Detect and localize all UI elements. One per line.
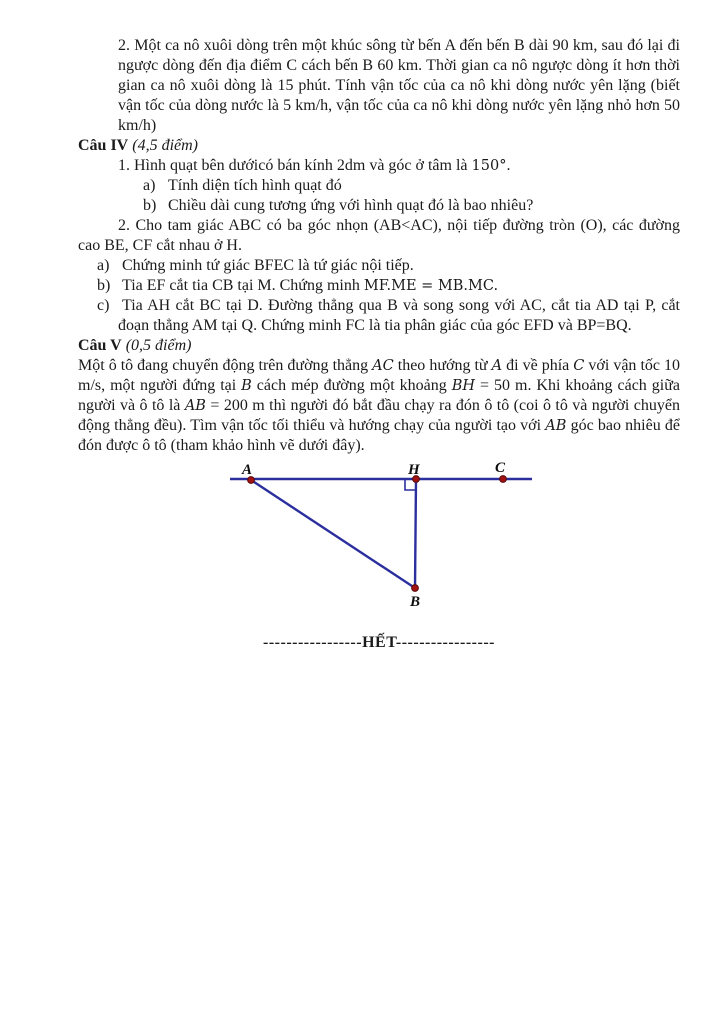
cau4-item2c bbox=[97, 296, 680, 336]
cau5-text: theo hướng từ bbox=[393, 357, 492, 374]
cau4-item1 bbox=[118, 156, 680, 176]
point-B-label: B bbox=[410, 594, 421, 610]
item-marker: b) bbox=[97, 277, 111, 294]
end-of-exam-line: -----------------HẾT----------------- bbox=[263, 634, 495, 651]
cau4-item1-text: 1. Hình quạt bên dướicó bán kính 2dm và góc ở tâm là bbox=[118, 157, 472, 174]
item-marker: c) bbox=[97, 297, 110, 314]
point-H-label: H bbox=[408, 462, 420, 478]
item-marker: a) bbox=[97, 257, 110, 274]
cau4-label: Câu IV bbox=[78, 137, 129, 154]
cau5-text: Một ô tô đang chuyển động trên đường thẳng bbox=[78, 357, 373, 374]
cau4-item1-angle: 150° bbox=[471, 158, 507, 174]
point-C-dot bbox=[500, 476, 507, 483]
geometry-figure bbox=[78, 461, 680, 619]
math-var-A: A bbox=[491, 358, 503, 374]
cau4-item2-paragraph: 2. Cho tam giác ABC có ba góc nhọn (AB<AC), nội tiếp đường tròn (O), các đường cao BE, CF cắt nhau ở H. bbox=[78, 217, 680, 254]
point-C-label: C bbox=[495, 461, 506, 476]
cau4-heading bbox=[78, 136, 680, 156]
math-var-BH: BH bbox=[451, 378, 476, 394]
math-var-AC: AC bbox=[372, 358, 394, 374]
figure-line-AB bbox=[251, 480, 415, 588]
point-A-label: A bbox=[242, 462, 253, 478]
cau5-label: Câu V bbox=[78, 337, 122, 354]
cau5-paragraph bbox=[78, 356, 680, 456]
figure-svg bbox=[228, 461, 538, 613]
cau4-item2c-text: Tia AH cắt BC tại D. Đường thẳng qua B và song song với AC, cắt tia AD tại P, cắt đoạn thẳng AM tại Q. Chứng minh FC là tia phân giác của góc EFD và BP=BQ. bbox=[118, 297, 680, 334]
figure-line-BH bbox=[415, 479, 416, 588]
cau4-item1-period: . bbox=[506, 157, 511, 174]
cau5-text: = 200 m thì người đó bắt đầu chạy ra đón ô tô (coi ô tô và người chuyển động thẳng đều). Tìm vận tốc tối thiểu và hướng chạy của người tạo với bbox=[78, 397, 680, 434]
cau5-text: với vận tốc 10 m/s, một người đứng tại bbox=[78, 357, 681, 394]
cau5-text: = 50 m. Khi khoảng cách giữa người và ô tô là bbox=[78, 377, 681, 414]
math-var-B: B bbox=[241, 378, 252, 394]
cau4-item1a bbox=[143, 176, 680, 196]
point-B-dot bbox=[412, 585, 419, 592]
cau5-text: cách mép đường một khoảng bbox=[251, 377, 452, 394]
cau5-text: đi về phía bbox=[502, 357, 574, 374]
cau5-text: góc bao nhiêu để đón được ô tô (tham khảo hình vẽ dưới đây). bbox=[78, 417, 680, 454]
cau5-heading bbox=[78, 336, 680, 356]
cau4-item2a bbox=[97, 256, 680, 276]
cau4-item1b-text: Chiều dài cung tương ứng với hình quạt đó là bao nhiêu? bbox=[168, 197, 534, 214]
math-var-AB: AB bbox=[184, 398, 206, 414]
item-marker: a) bbox=[143, 177, 156, 194]
cau4-item2b-equation: MF.ME = MB.MC. bbox=[363, 278, 499, 294]
cau4-item1a-text: Tính diện tích hình quạt đó bbox=[168, 177, 342, 194]
item-marker: b) bbox=[143, 197, 157, 214]
problem2-canoe-paragraph: 2. Một ca nô xuôi dòng trên một khúc sông từ bến A đến bến B dài 90 km, sau đó lại đi ngược dòng đến địa điểm C cách bến B 60 km. Thời gian ca nô ngược dòng ít hơn thời gian ca nô xuôi dòng là 15 phút. Tính vận tốc của ca nô khi dòng nước yên lặng (biết vận tốc của dòng nước là 5 km/h, vận tốc của ca nô khi dòng nước yên lặng nhỏ hơn 50 km/h) bbox=[118, 37, 680, 134]
cau4-item2b-text: Tia EF cắt tia CB tại M. Chứng minh bbox=[122, 277, 364, 294]
cau4-item2b bbox=[97, 276, 680, 296]
cau4-points: (4,5 điểm) bbox=[132, 137, 198, 154]
cau4-item2a-text: Chứng minh tứ giác BFEC là tứ giác nội tiếp. bbox=[122, 257, 414, 274]
math-var-AB: AB bbox=[545, 418, 567, 434]
cau5-points: (0,5 điểm) bbox=[125, 337, 192, 354]
math-var-C: C bbox=[573, 358, 585, 374]
cau4-item1b bbox=[143, 196, 680, 216]
